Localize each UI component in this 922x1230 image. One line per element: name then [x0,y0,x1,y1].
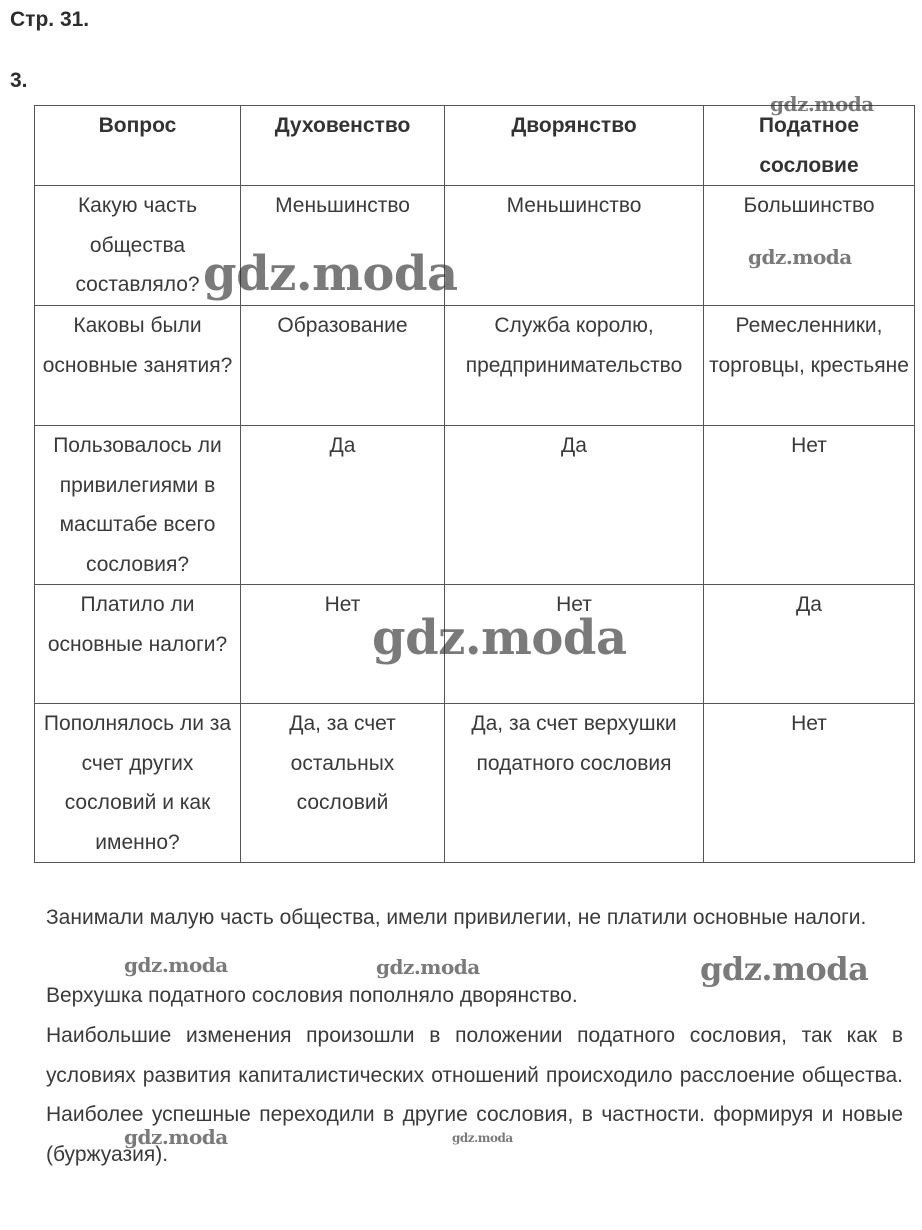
table-cell: Платило ли основные налоги? [35,585,241,704]
watermark: gdz.moda [376,955,480,979]
table-cell: Да [704,585,915,704]
watermark: gdz.moda [770,92,874,116]
table-cell: Какую часть общества составляло? [35,186,241,306]
table-header-row [35,106,915,186]
header-taxable-estate: Податное сословие [704,106,915,186]
estates-table [34,105,915,863]
watermark: gdz.moda [203,246,458,302]
answer-paragraph-1: Занимали малую часть общества, имели привилегии, не платили основные налоги. [46,906,867,929]
table-row [35,704,915,863]
task-number: 3. [10,69,28,92]
table-cell: Да, за счет остальных сословий [241,704,445,863]
table-cell: Нет [704,426,915,585]
watermark: gdz.moda [124,1125,228,1149]
table-cell: Пополнялось ли за счет других сословий и как именно? [35,704,241,863]
header-question: Вопрос [35,106,241,186]
table-cell: Да, за счет верхушки податного сословия [445,704,704,863]
answer-paragraph-2: Верхушка податного сословия пополняло дворянство. [46,984,578,1007]
header-clergy: Духовенство [241,106,445,186]
watermark: gdz.moda [372,610,627,666]
table-cell: Служба королю, предпринимательство [445,306,704,426]
table-cell: Ремесленники, торговцы, крестьяне [704,306,915,426]
watermark: gdz.moda [452,1131,513,1145]
table-cell: Нет [241,585,445,704]
table-cell: Меньшинство [445,186,704,306]
table-cell: Образование [241,306,445,426]
table-cell: Большинство [704,186,915,306]
page-number: Стр. 31. [10,8,90,31]
table-row [35,426,915,585]
table-cell: Меньшинство [241,186,445,306]
header-nobility: Дворянство [445,106,704,186]
table-row [35,306,915,426]
table-cell: Каковы были основные занятия? [35,306,241,426]
table-cell: Пользовалось ли привилегиями в масштабе всего сословия? [35,426,241,585]
watermark: gdz.moda [748,245,852,269]
table-cell: Нет [704,704,915,863]
answer-paragraph-3: Наибольшие изменения произошли в положении податного сословия, так как в условиях развития капиталистических отношений происходило расслоение общества. Наиболее успешные переходили в другие сословия, в частности. формируя и новые (буржуазия). [46,1024,903,1166]
table-cell: Да [241,426,445,585]
watermark: gdz.moda [700,950,869,988]
watermark: gdz.moda [124,953,228,977]
table-cell: Нет [445,585,704,704]
table-cell: Да [445,426,704,585]
